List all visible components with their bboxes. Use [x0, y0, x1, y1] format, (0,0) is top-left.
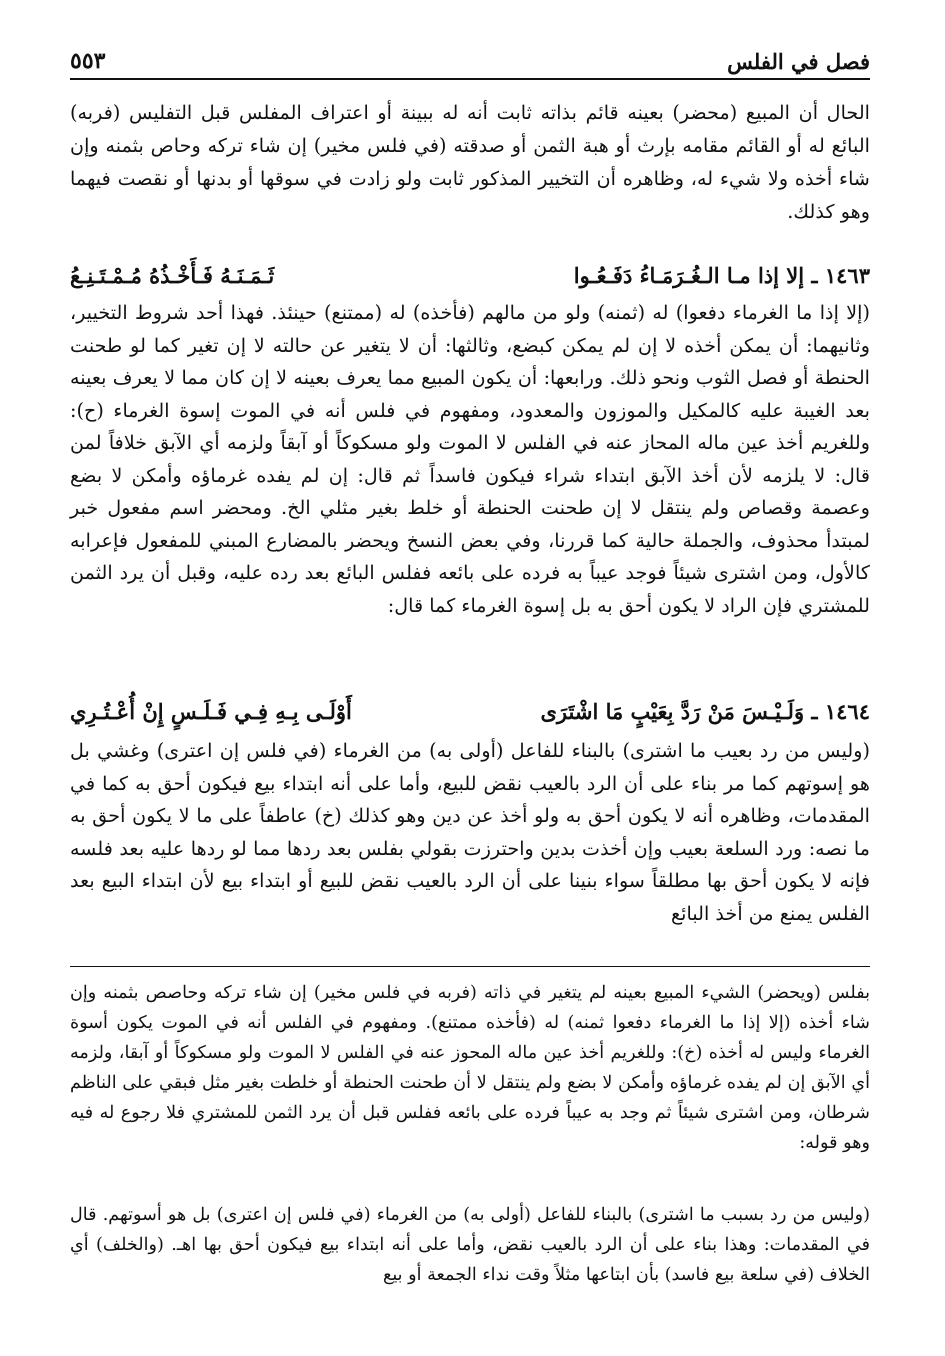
verse-1463 [70, 256, 870, 296]
page-number: ٥٥٣ [70, 48, 106, 74]
verse-hemistich-left: ثَـمَـنَـهُ فَـأَخْـذُهُ مُـمْـتَـنِـعُ [70, 263, 275, 288]
commentary-paragraph-2 [70, 297, 870, 622]
footnote-2 [70, 1200, 870, 1290]
footnote-1 [70, 978, 870, 1158]
paragraph-text: (إلا إذا ما الغرماء دفعوا) له (ثمنه) ولو من مالهم (فأخذه) له (ممتنع) حينئذ. فهذا أحد شروط التخيير، وثانيهما: أن يمكن أخذه لا إن لم يمكن كبضع، وثالثها: أن لا يتغير عن حالته لا إن تغير كما لو طحنت الحنطة أو فصل الثوب ونحو ذلك. ورابعها: أن يكون المبيع مما يعرف بعينه لا إن كان مما لا يعرف بعينه بعد الغيبة عليه كالمكيل والموزون والمعدود، ومفهوم في فلس أنه في الموت إسوة الغرماء (ح): وللغريم أخذ عين ماله المحاز عنه في الفلس لا الموت ولو مسكوكاً أو آبقاً ولزمه أي الآبق خلافاً لمن قال: لا يلزمه لأن أخذ الآبق ابتداء شراء فيكون فاسداً ثم قال: إن لم يفده غرماؤه وأمكن لا بضع وعصمة وقصاص ولم ينتقل لا إن طحنت الحنطة أو خلط بغير مثلي الخ. ومحضر اسم مفعول خبر لمبتدأ محذوف، والجملة حالية كما قررنا، وفي بعض النسخ ويحضر بالمضارع المبني للمفعول فإعرابه كالأول، ومن اشترى شيئاً فوجد عيباً به فرده على بائعه ففلس البائع بعد رده عليه، وقبل أن يرد الثمن للمشتري فإن الراد لا يكون أحق به بل إسوة الغرماء كما قال: [70, 301, 870, 617]
commentary-paragraph-1 [70, 96, 870, 228]
chapter-title: فصل في الفلس [727, 49, 870, 74]
verse-1464 [70, 692, 870, 732]
footnote-text: (وليس من رد بسبب ما اشترى) بالبناء للفاعل (أولى به) من الغرماء (في فلس إن اعترى) بل هو أسوتهم. قال في المقدمات: وهذا بناء على أن الرد بالعيب نقض، وأما على أنه ابتداء بيع فيكون أحق بها اهـ. (والخلف) أي الخلاف (في سلعة بيع فاسد) بأن ابتاعها مثلاً وقت نداء الجمعة أو بيع [70, 1205, 870, 1285]
verse-hemistich-left: أَوْلَـى بِـهِ فِـي فَـلَـسٍ إِنْ أُعْـتُـرِي [70, 699, 352, 724]
verse-hemistich-right: ١٤٦٣ ـ إلا إذا مـا الـغُـرَمَـاءُ دَفَـعُـوا [573, 263, 870, 288]
footnote-text: بفلس (ويحضر) الشيء المبيع بعينه لم يتغير في ذاته (فربه في فلس مخير) إن شاء تركه وحاصص بثمنه وإن شاء أخذه (إلا إذا ما الغرماء دفعوا ثمنه) له (فأخذه ممتنع). ومفهوم في الفلس أنه في الموت يكون أسوة الغرماء وليس له أخذه (خ): وللغريم أخذ عين ماله المحوز عنه في الفلس لا الموت ولو مسكوكاً أو آبقا، ولزمه أي الآبق إن لم يفده غرماؤه وأمكن لا بضع ولم ينتقل لا أن طحنت الحنطة أو خلطت بغير مثل فبقي على الناظم شرطان، ومن اشترى شيئاً ثم وجد به عيباً فرده على بائعه ففلس قبل أن يرد الثمن للمشتري فلا رجوع له فيه وهو قوله: [70, 983, 870, 1153]
verse-hemistich-right: ١٤٦٤ ـ وَلَـيْـسَ مَنْ رَدَّ بِعَيْبٍ مَا اشْتَرَى [540, 699, 870, 724]
paragraph-text: (وليس من رد بعيب ما اشترى) بالبناء للفاعل (أولى به) من الغرماء (في فلس إن اعترى) وغشي بل هو إسوتهم كما مر بناء على أن الرد بالعيب نقض للبيع، وأما على أنه ابتداء بيع فيكون أحق به كما في المقدمات، وظاهره أنه لا يكون أحق به ولو أخذ عن دين وهو كذلك (خ) عاطفاً على ما لا يكون أحق به ما نصه: ورد السلعة بعيب وإن أخذت بدين واحترزت بقولي بفلس بعد ردها مما لو ردها عليه بعد فلسه فإنه لا يكون أحق بها مطلقاً سواء بنينا على أن الرد بالعيب نقض للبيع أو ابتداء بيع لأن ابتداء البيع بعد الفلس يمنع من أخذ البائع [70, 739, 870, 925]
footnote-divider [70, 966, 870, 967]
commentary-paragraph-3 [70, 735, 870, 930]
page-header [70, 38, 870, 80]
paragraph-text: الحال أن المبيع (محضر) بعينه قائم بذاته ثابت أنه له ببينة أو اعتراف المفلس قبل التفليس (فربه) البائع له أو القائم مقامه بإرث أو هبة الثمن أو صدقته (في فلس مخير) إن شاء تركه وحاص بثمنه وإن شاء أخذه ولا شيء له، وظاهره أن التخيير المذكور ثابت ولو زادت في سوقها أو بدنها أو نقصت فيهما وهو كذلك. [70, 101, 870, 223]
